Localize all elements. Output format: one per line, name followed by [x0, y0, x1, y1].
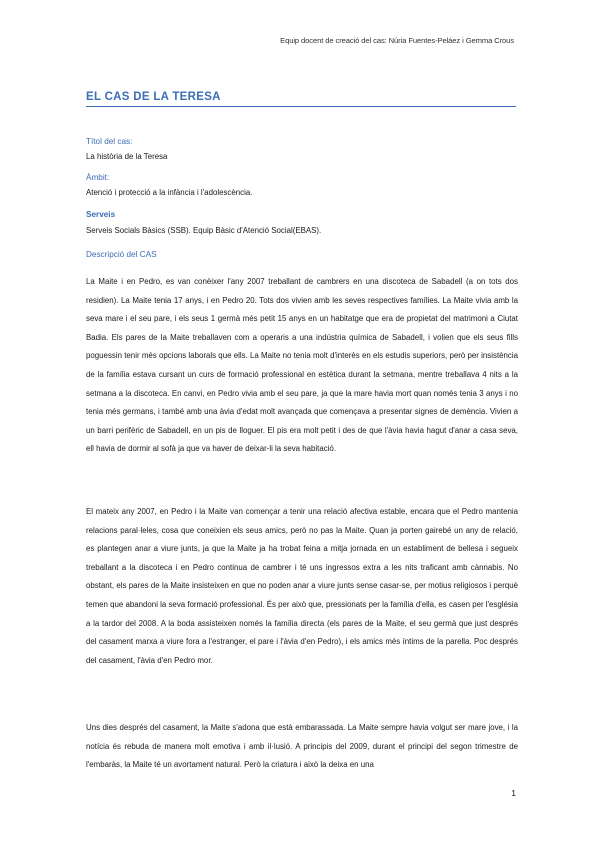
field-label-services: Serveis: [86, 210, 116, 219]
description-label: Descripció del CAS: [86, 250, 157, 259]
field-value-scope: Atenció i protecció a la infància i l'adolescència.: [86, 188, 253, 197]
title-divider: [86, 106, 516, 107]
document-title: EL CAS DE LA TERESA: [86, 91, 221, 103]
field-label-scope: Àmbit:: [86, 173, 110, 182]
paragraph-3: Uns dies després del casament, la Maite s'adona que està embarassada. La Maite sempre havia volgut ser mare jove, i la notícia és rebuda de manera molt emotiva i amb il·lusió. A principis del 2009, durant el principi del segon trimestre de l'embaràs, la Maite té un avortament natural. Però la criatura i això la deixa en una: [86, 723, 518, 770]
field-value-title: La història de la Teresa: [86, 152, 168, 161]
page-number: 1: [511, 788, 516, 798]
header-authors: Equip docent de creació del cas: Núria Fuentes-Peláez i Gemma Crous: [280, 36, 514, 45]
paragraph-2: El mateix any 2007, en Pedro i la Maite van començar a tenir una relació afectiva estable, encara que el Pedro mantenia relacions paral·leles, cosa que coneixien els seus amics, però no pas la Maite. Quan ja porten gairebé un any de relació, es plantegen anar a viure junts, ja que la Maite ja ha trobat feina a mitja jornada en un establiment de bellesa i segueix treballant a la discoteca i en Pedro continua de cambrer i té uns ingressos extra a les nits traficant amb cànnabis. No obstant, els pares de la Maite insisteixen en que no poden anar a viure junts sense casar-se, per motius religiosos i perquè temen que abandoni la seva formació professional. És per això que, pressionats per la família d'ella, es casen per l'església a la tardor del 2008. A la boda assisteixen només la família directa (els pares de la Maite, el seu germà que just després del casament marxa a viure fora a l'estranger, el pare i l'àvia d'en Pedro), i els amics més íntims de la parella. Poc després del casament, l'àvia d'en Pedro mor.: [86, 507, 518, 665]
paragraph-1: La Maite i en Pedro, es van conèixer l'any 2007 treballant de cambrers en una discoteca de Sabadell (a on tots dos residien). La Maite tenia 17 anys, i en Pedro 20. Tots dos vivien amb les seves respectives famílies. La Maite vivia amb la seva mare i el seu pare, i els seus 1 germà més petit 15 anys en un habitatge que era de propietat del matrimoni a Ciutat Badia. Els pares de la Maite treballaven com a operaris a una indústria química de Sabadell, i volien que els seus fills poguessin tenir més opcions laborals que ells. La Maite no tenia molt d'interès en els estudis superiors, però per insistència de la família estava cursant un curs de formació professional en estètica durant la setmana, mentre treballava 4 nits a la setmana a la discoteca. En canvi, en Pedro vivia amb el seu pare, ja que la mare havia mort quan només tenia 3 anys i no tenia més germans, i també amb una àvia d'edat molt avançada que començava a presentar signes de demència. Vivien a un barri perifèric de Sabadell, en un pis de lloguer. El pis era molt petit i des de que l'àvia havia hagut d'anar a casa seva, ell havia de dormir al sofà ja que va haver de deixar-li la seva habitació.: [86, 277, 518, 454]
field-value-services: Serveis Socials Bàsics (SSB). Equip Bàsic d'Atenció Social(EBAS).: [86, 226, 322, 235]
field-label-title: Títol del cas:: [86, 137, 133, 146]
